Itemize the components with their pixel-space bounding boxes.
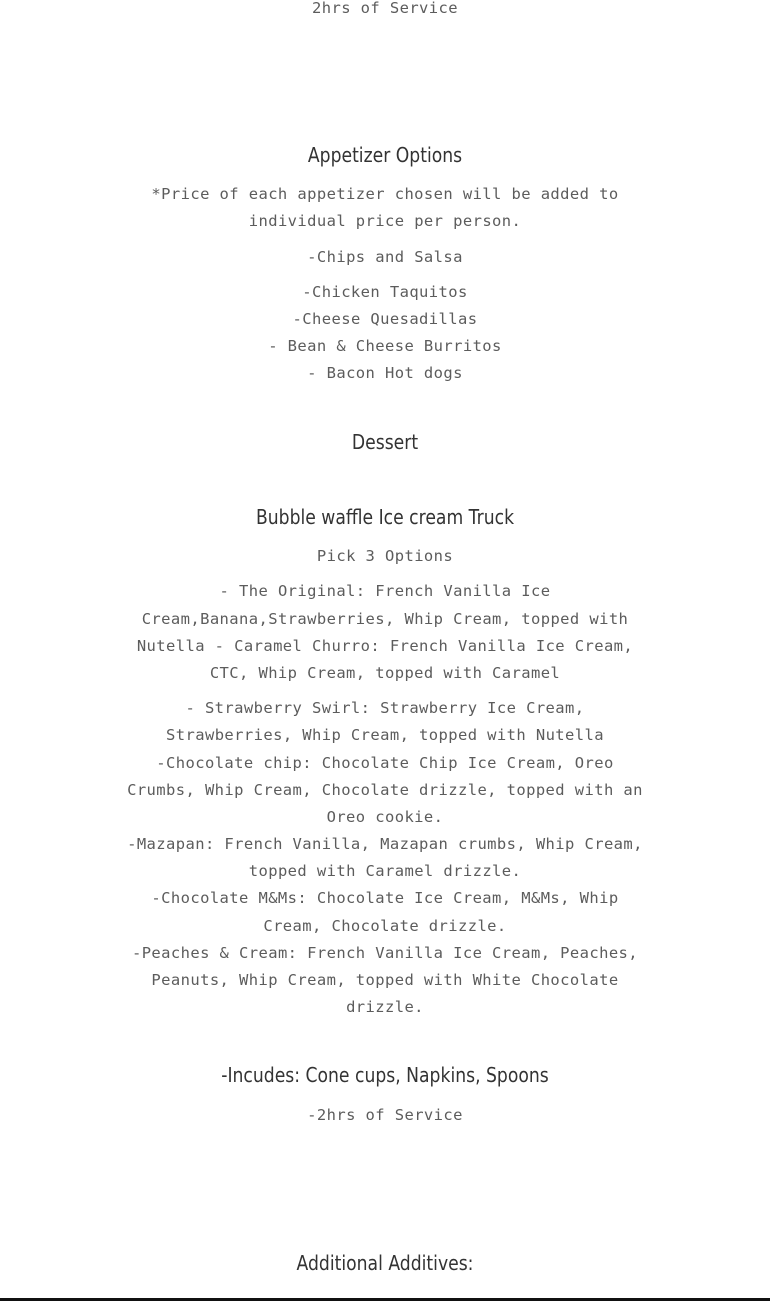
appetizer-item-bacon-hot-dogs: - Bacon Hot dogs bbox=[307, 364, 463, 382]
dessert-heading: Dessert bbox=[351, 430, 419, 454]
dessert-option-line: -Chocolate chip: Chocolate Chip Ice Cream, Oreo bbox=[156, 754, 614, 772]
dessert-option-line: Crumbs, Whip Cream, Chocolate drizzle, topped with an bbox=[127, 781, 643, 799]
dessert-option-line: Peanuts, Whip Cream, topped with White Chocolate bbox=[151, 971, 619, 989]
appetizer-item-bean-cheese-burritos: - Bean & Cheese Burritos bbox=[268, 337, 502, 355]
dessert-option-line: Cream, Chocolate drizzle. bbox=[263, 917, 507, 935]
dessert-option-line: CTC, Whip Cream, topped with Caramel bbox=[209, 664, 561, 682]
appetizer-item-cheese-quesadillas: -Cheese Quesadillas bbox=[292, 310, 478, 328]
top-service-text: 2hrs of Service bbox=[312, 0, 458, 17]
dessert-option-line: Cream,Banana,Strawberries, Whip Cream, topped with bbox=[141, 610, 629, 628]
additional-additives-heading: Additional Additives: bbox=[296, 1251, 474, 1275]
dessert-option-line: - Strawberry Swirl: Strawberry Ice Cream, bbox=[185, 699, 585, 717]
appetizer-note-line-1: *Price of each appetizer chosen will be added to bbox=[151, 185, 619, 203]
dessert-option-line: -Chocolate M&Ms: Chocolate Ice Cream, M&Ms, Whip bbox=[151, 889, 619, 907]
dessert-option-line: topped with Caramel drizzle. bbox=[248, 862, 522, 880]
dessert-option-line: Strawberries, Whip Cream, topped with Nutella bbox=[166, 726, 604, 744]
dessert-option-line: Nutella - Caramel Churro: French Vanilla Ice Cream, bbox=[136, 637, 634, 655]
dessert-option-line: drizzle. bbox=[346, 998, 424, 1016]
includes-heading: -Incudes: Cone cups, Napkins, Spoons bbox=[221, 1063, 549, 1087]
appetizer-options-heading: Appetizer Options bbox=[307, 143, 463, 167]
pick-options-text: Pick 3 Options bbox=[316, 547, 454, 565]
dessert-service-text: -2hrs of Service bbox=[307, 1106, 463, 1124]
bubble-waffle-heading: Bubble waffle Ice cream Truck bbox=[255, 505, 515, 529]
appetizer-item-chips-salsa: -Chips and Salsa bbox=[307, 248, 463, 266]
dessert-option-line: Oreo cookie. bbox=[326, 808, 444, 826]
dessert-option-line: - The Original: French Vanilla Ice bbox=[219, 582, 551, 600]
dessert-option-line: -Mazapan: French Vanilla, Mazapan crumbs, Whip Cream, bbox=[127, 835, 643, 853]
dessert-option-line: -Peaches & Cream: French Vanilla Ice Cream, Peaches, bbox=[131, 944, 639, 962]
appetizer-note-line-2: individual price per person. bbox=[248, 212, 522, 230]
appetizer-item-chicken-taquitos: -Chicken Taquitos bbox=[302, 283, 468, 301]
